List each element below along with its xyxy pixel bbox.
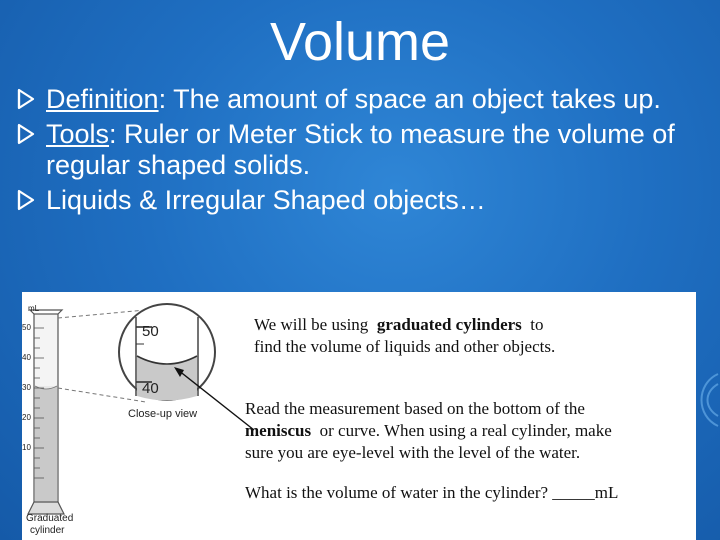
unit-label: mL — [28, 304, 40, 313]
bullet-liquids — [16, 185, 706, 216]
meniscus-text: or curve. When using a real cylinder, make — [319, 421, 612, 440]
paragraph-intro — [254, 314, 684, 336]
tick-label: 50 — [22, 323, 31, 332]
definition-label: Definition — [46, 84, 159, 114]
intro-text-end: to — [530, 315, 544, 334]
meniscus-bold: meniscus — [245, 421, 312, 440]
cylinder-caption: Graduated — [26, 513, 74, 524]
cylinder-water — [35, 386, 57, 501]
bullet-list — [16, 84, 706, 220]
question-text: What is the volume of water in the cylinder? _____mL — [245, 483, 619, 502]
definition-text: : The amount of space an object takes up. — [158, 84, 661, 114]
intro-bold: graduated cylinders — [376, 315, 522, 334]
liquids-text: Liquids & Irregular Shaped objects… — [46, 185, 486, 215]
arrow-bullet-icon — [16, 86, 38, 112]
graduated-cylinder-figure — [22, 292, 696, 540]
tick-label: 30 — [22, 383, 31, 392]
paragraph-meniscus-line-2 — [245, 420, 690, 442]
arrow-bullet-icon — [16, 121, 38, 147]
closeup-caption: Close-up view — [128, 408, 198, 420]
paragraph-meniscus-line-3: sure you are eye-level with the level of the water. — [245, 443, 581, 462]
arrow-bullet-icon — [16, 187, 38, 213]
paragraph-meniscus-line-1: Read the measurement based on the bottom of the — [245, 399, 585, 418]
tick-label: 40 — [22, 353, 31, 362]
closeup-tick-label: 50 — [142, 323, 159, 340]
intro-line-2: find the volume of liquids and other objects. — [254, 337, 556, 356]
closeup-tick-label: 40 — [142, 380, 159, 397]
tools-label: Tools — [46, 119, 110, 149]
cylinder-caption: cylinder — [30, 525, 65, 536]
slide-title: Volume — [269, 12, 451, 72]
intro-text: We will be using — [254, 315, 369, 334]
bullet-tools — [16, 119, 706, 181]
tools-text: : Ruler or Meter Stick to measure the volume of regular shaped solids. — [46, 119, 675, 180]
bullet-definition — [16, 84, 706, 115]
tick-label: 20 — [22, 413, 31, 422]
tick-label: 10 — [22, 443, 31, 452]
